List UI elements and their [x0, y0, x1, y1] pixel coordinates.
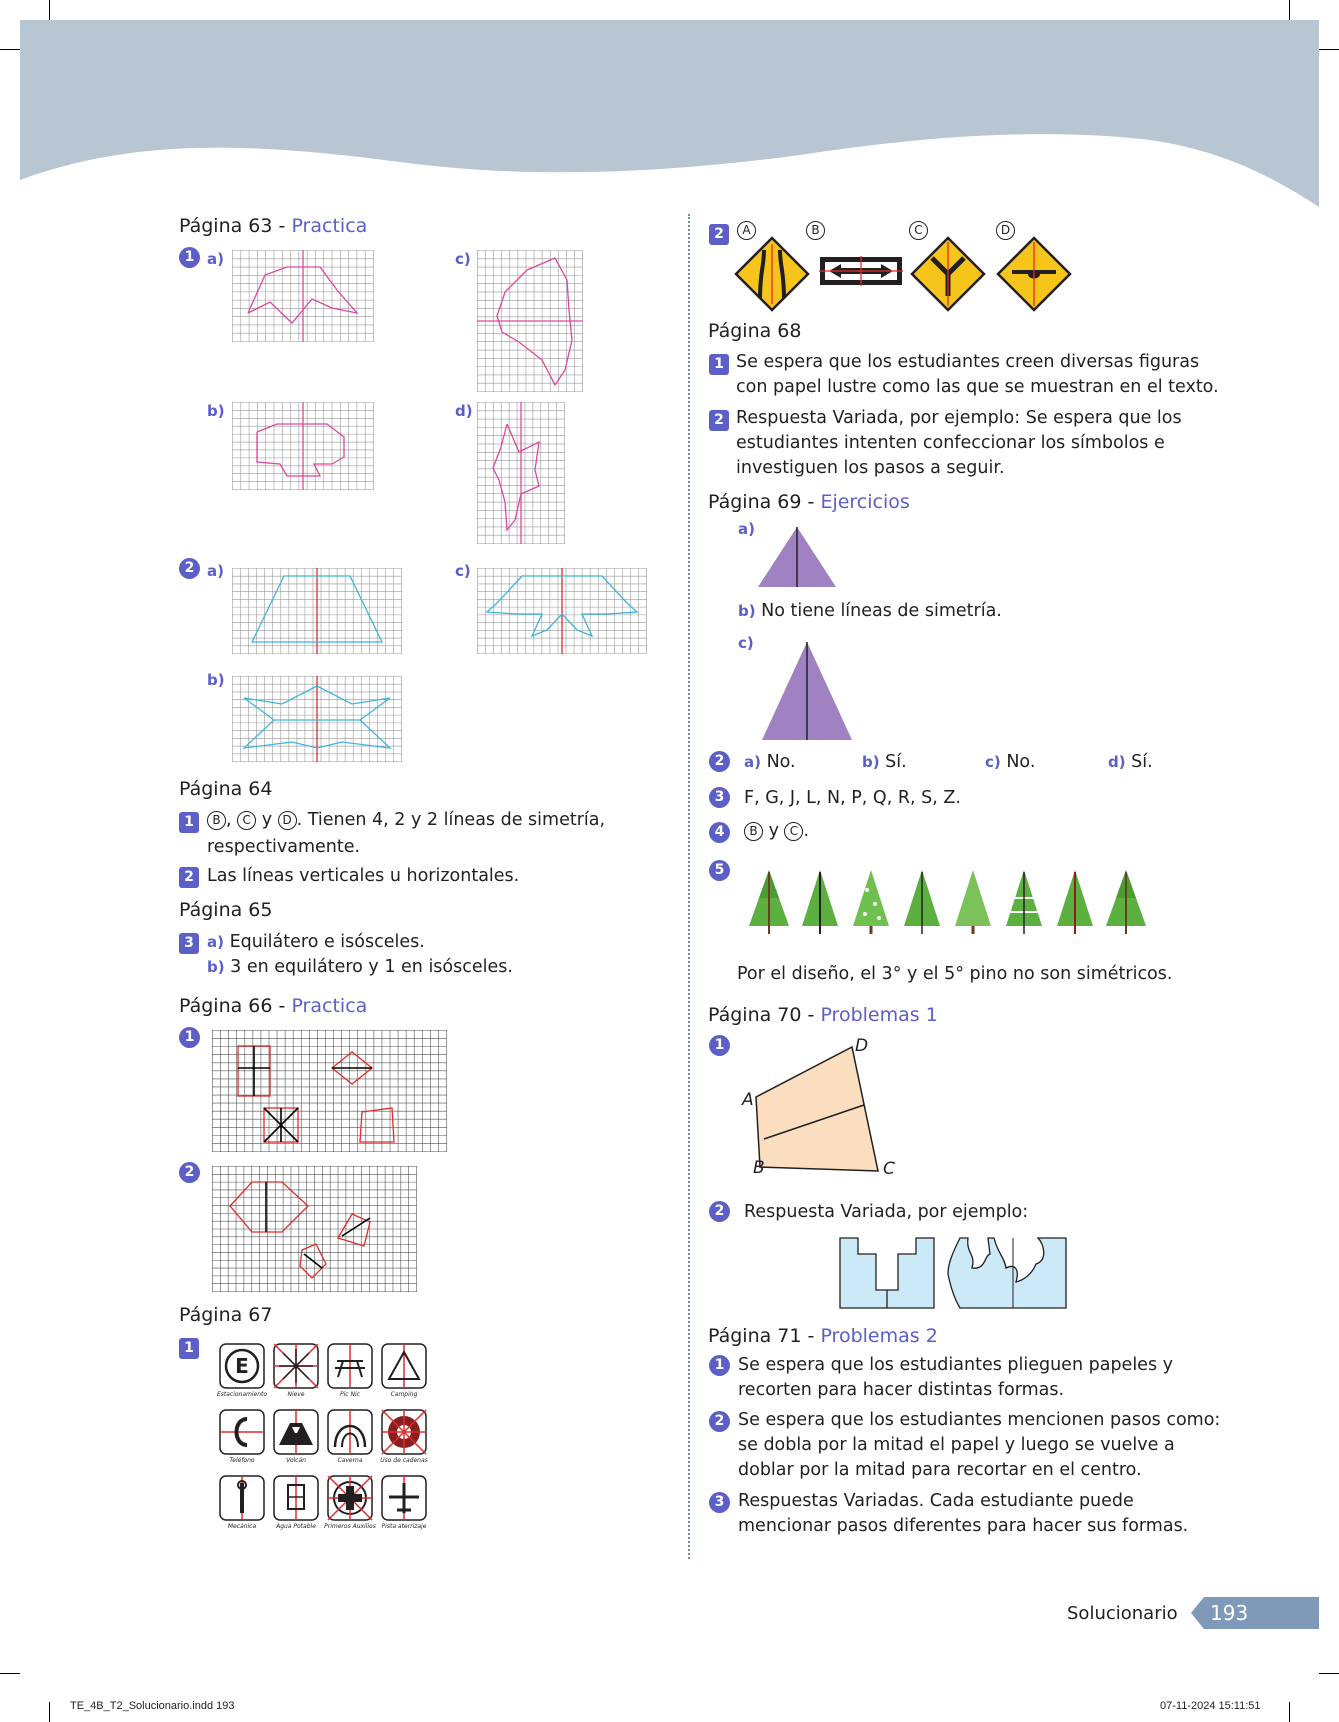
tree-8 — [1106, 870, 1146, 934]
slug-left: TE_4B_T2_Solucionario.indd 193 — [70, 1700, 235, 1712]
item-3-badge: 3 — [709, 1492, 730, 1513]
option-a: A — [737, 220, 756, 240]
question-2-badge: 2 — [709, 751, 730, 772]
header-band — [0, 0, 1339, 230]
page-71-heading: Página 71 - Problemas 2 — [708, 1325, 938, 1347]
question-3-badge: 3 — [709, 787, 730, 808]
slug-right: 07-11-2024 15:11:51 — [1160, 1700, 1261, 1712]
item-2-badge: 2 — [709, 1411, 730, 1432]
grid-66-2 — [212, 1166, 417, 1292]
sign-volcan — [273, 1409, 319, 1455]
question-2-badge: 2 — [709, 1201, 730, 1222]
sign-caption: Caverna — [337, 1457, 363, 1464]
road-sign-d — [996, 236, 1072, 312]
page-63-heading: Página 63 - Practica — [179, 215, 368, 237]
triangle-c — [760, 640, 854, 742]
vertex-label-a: A — [742, 1090, 754, 1110]
tree-6 — [1006, 870, 1042, 934]
sign-caption: Pic Nic — [340, 1391, 360, 1398]
question-4-badge: 4 — [709, 822, 730, 843]
crop-mark — [0, 1673, 20, 1674]
question-1-badge: 1 — [179, 1338, 199, 1359]
crop-mark — [1319, 1673, 1339, 1674]
label-c: c) — [738, 634, 754, 652]
page-64-heading: Página 64 — [179, 778, 273, 800]
page-68-item-2: Respuesta Variada, por ejemplo: Se espera que los estudiantes intenten confeccionar los símbolos e investiguen los pasos a seguir. — [736, 408, 1182, 478]
label-b: b) — [207, 671, 225, 689]
page-65-a: a) Equilátero e isósceles. — [207, 932, 425, 952]
answer-d: d) Sí. — [1108, 752, 1153, 772]
item-1-badge: 1 — [709, 354, 729, 375]
question-2-badge: 2 — [709, 224, 729, 245]
question-5-badge: 5 — [709, 860, 730, 881]
page-69-q5-text: Por el diseño, el 3° y el 5° pino no son simétricos. — [737, 964, 1173, 984]
page-70-q2-text: Respuesta Variada, por ejemplo: — [744, 1202, 1029, 1222]
crop-mark — [49, 1702, 50, 1722]
item-2-badge: 2 — [709, 410, 729, 431]
label-d: d) — [455, 402, 473, 420]
grid-1a — [232, 250, 374, 342]
grid-2a — [232, 568, 402, 654]
sign-mecanica — [219, 1475, 265, 1521]
page-64-item-1: B , C y D . Tienen 4, 2 y 2 líneas de simetría, — [207, 808, 605, 833]
page-69-q4: B y C . — [744, 819, 809, 844]
option-b: B — [806, 220, 825, 240]
sign-caption: Teléfono — [229, 1457, 255, 1464]
road-sign-a — [734, 236, 810, 312]
sign-nieve — [273, 1343, 319, 1389]
cut-paper-figures — [838, 1234, 1070, 1310]
sign-uso-de-cadenas — [381, 1409, 427, 1455]
page-64-item-1-cont: respectivamente. — [207, 837, 361, 857]
label-a: a) — [738, 520, 755, 538]
page-68-heading: Página 68 — [708, 320, 802, 342]
svg-text:E: E — [235, 1354, 249, 1378]
grid-1c — [477, 250, 583, 392]
tree-5 — [955, 870, 991, 934]
grid-1d — [477, 402, 565, 544]
page-68-item-1: Se espera que los estudiantes creen diversas figuras con papel lustre como las que se muestran en el texto. — [736, 352, 1219, 397]
tree-2 — [802, 870, 838, 934]
label-a: a) — [207, 562, 224, 580]
crop-mark — [1289, 1702, 1290, 1722]
sign-agua-potable — [273, 1475, 319, 1521]
page-69-q3: F, G, J, L, N, P, Q, R, S, Z. — [744, 788, 961, 808]
option-c: C — [909, 220, 928, 240]
column-divider — [688, 214, 690, 1559]
vertex-label-c: C — [883, 1159, 895, 1179]
triangle-a — [756, 525, 838, 589]
item-3-badge: 3 — [179, 933, 199, 954]
road-sign-c — [910, 236, 986, 312]
sign-caption: Primeros Auxilios — [324, 1523, 376, 1530]
option-d: D — [996, 220, 1015, 240]
page-70-heading: Página 70 - Problemas 1 — [708, 1004, 938, 1026]
vertex-label-b: B — [753, 1158, 765, 1178]
question-1-badge: 1 — [179, 247, 200, 268]
page-65-heading: Página 65 — [179, 899, 273, 921]
grid-2b — [232, 676, 402, 762]
footer-label: Solucionario — [1067, 1603, 1178, 1624]
vertex-label-d: D — [855, 1036, 869, 1056]
grid-2c — [477, 568, 647, 654]
page-71-item-3: Respuestas Variadas. Cada estudiante puede mencionar pasos diferentes para hacer sus formas. — [738, 1491, 1189, 1536]
page-71-item-1: Se espera que los estudiantes plieguen papeles y recorten para hacer distintas formas. — [738, 1355, 1173, 1400]
answer-a: a) No. — [744, 752, 796, 772]
page-number: 193 — [1210, 1601, 1249, 1625]
sign-caption: Estacionamiento — [216, 1391, 268, 1398]
road-sign-b — [819, 256, 903, 286]
sign-pic-nic — [327, 1343, 373, 1389]
page-64-item-2: Las líneas verticales u horizontales. — [207, 866, 520, 886]
page-67-heading: Página 67 — [179, 1304, 273, 1326]
sign-primeros-auxilios — [327, 1475, 373, 1521]
grid-66-1 — [212, 1030, 447, 1152]
sign-caption: Pista aterrizaje — [381, 1523, 427, 1530]
sign-pista-aterrizaje — [381, 1475, 427, 1521]
sign-telefono — [219, 1409, 265, 1455]
answer-b: b) Sí. — [862, 752, 907, 772]
page-69-b: b) No tiene líneas de simetría. — [738, 601, 1002, 621]
sign-caption: Mecánica — [227, 1523, 257, 1530]
pine-trees — [745, 868, 1173, 940]
answer-c: c) No. — [985, 752, 1036, 772]
sign-estacionamiento — [219, 1343, 265, 1389]
label-b: b) — [207, 402, 225, 420]
page-69-heading: Página 69 - Ejercicios — [708, 491, 910, 513]
grid-1b — [232, 402, 374, 490]
item-2-badge: 2 — [179, 867, 199, 888]
tree-3 — [853, 870, 889, 934]
tree-1 — [749, 870, 789, 934]
tree-7 — [1057, 870, 1093, 934]
question-2-badge: 2 — [179, 1162, 200, 1183]
sign-caption: Camping — [390, 1391, 418, 1398]
sign-caverna — [327, 1409, 373, 1455]
sign-caption: Agua Potable — [276, 1523, 316, 1530]
sign-caption: Nieve — [287, 1391, 305, 1398]
item-1-badge: 1 — [179, 812, 199, 833]
label-c: c) — [455, 562, 471, 580]
label-c: c) — [455, 250, 471, 268]
sign-camping — [381, 1343, 427, 1389]
question-2-badge: 2 — [179, 558, 200, 579]
tree-4 — [904, 870, 940, 934]
item-1-badge: 1 — [709, 1355, 730, 1376]
label-a: a) — [207, 250, 224, 268]
page-66-heading: Página 66 - Practica — [179, 995, 368, 1017]
sign-caption: Volcán — [286, 1457, 306, 1464]
page-65-b: b) 3 en equilátero y 1 en isósceles. — [207, 957, 513, 977]
question-1-badge: 1 — [179, 1027, 200, 1048]
signs-grid — [216, 1343, 429, 1533]
sign-caption: Uso de cadenas — [380, 1457, 428, 1464]
question-1-badge: 1 — [709, 1035, 730, 1056]
page-71-item-2: Se espera que los estudiantes mencionen pasos como: se dobla por la mitad el papel y luego se vuelve a doblar por la mitad para recortar en el centro. — [738, 1410, 1221, 1480]
